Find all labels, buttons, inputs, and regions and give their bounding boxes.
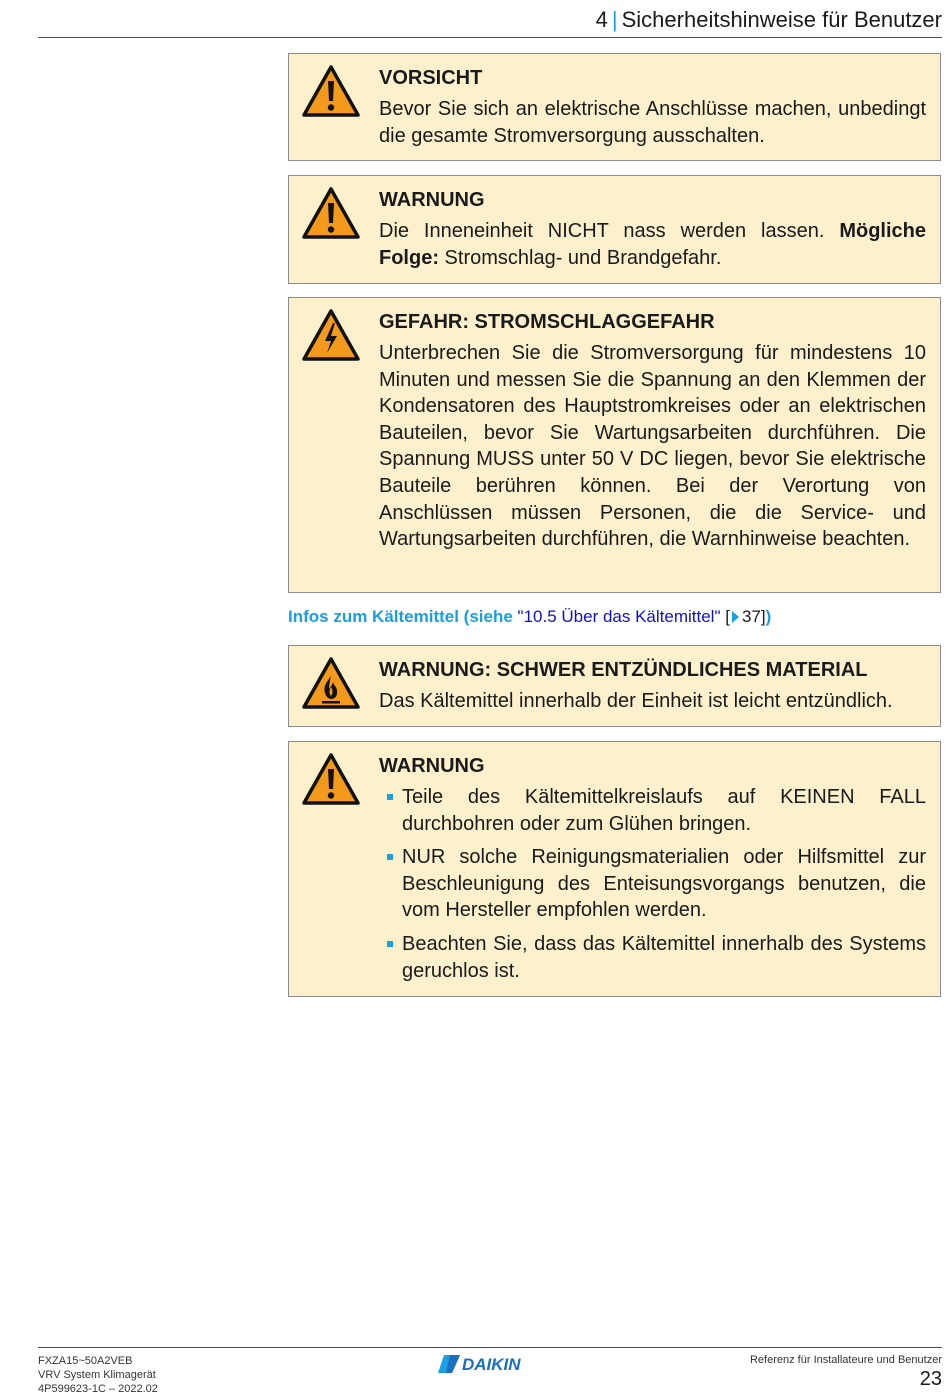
page-reference[interactable]: 37 [741, 607, 761, 626]
box-text-bold: Mögliche Folge: [379, 220, 926, 269]
footer-model: FXZA15~50A2VEB [38, 1355, 133, 1367]
warning-box [288, 175, 941, 284]
list-item-text: Teile des Kältemittelkreislaufs auf KEINEN FALL durchbohren oder zum Glühen bringen. [402, 786, 926, 835]
page-header [38, 0, 942, 38]
electric-shock-icon [301, 308, 361, 362]
list-item [379, 844, 926, 924]
chapter-separator: | [611, 7, 618, 32]
flammable-warning-box [288, 645, 941, 727]
footer-divider [38, 1347, 942, 1348]
ref-open: [ [720, 607, 730, 626]
page-arrow-icon [732, 611, 739, 623]
footer-product-info [38, 1354, 158, 1396]
box-text: Das Kältemittel innerhalb der Einheit ist leicht entzündlich. [379, 690, 893, 712]
footer-doc-code: 4P599623-1C – 2022.02 [38, 1383, 158, 1395]
info-suffix: ) [765, 607, 772, 626]
bullet-icon [387, 941, 393, 947]
footer-reference: Referenz für Installateure und Benutzer [749, 1354, 942, 1366]
daikin-logo [438, 1353, 542, 1375]
bullet-icon [387, 794, 393, 800]
list-item [379, 931, 926, 984]
chapter-title-text: Sicherheitshinweise für Benutzer [621, 7, 942, 32]
list-item-text: Beachten Sie, dass das Kältemittel innerhalb des Systems geruchlos ist. [402, 932, 926, 982]
warning-list [379, 784, 926, 984]
box-heading: VORSICHT [379, 67, 483, 89]
box-heading: WARNUNG: SCHWER ENTZÜNDLICHES MATERIAL [379, 659, 868, 681]
box-heading: WARNUNG [379, 189, 485, 211]
box-heading: WARNUNG [379, 755, 485, 777]
refrigerant-warning-box [288, 741, 941, 997]
warning-triangle-icon [301, 186, 361, 240]
box-text: Bevor Sie sich an elektrische Anschlüsse machen, unbedingt die gesamte Stromversorgung ausschalten. [379, 98, 926, 147]
warning-triangle-icon [301, 64, 361, 118]
page-number: 23 [919, 1368, 942, 1390]
box-text [379, 218, 926, 271]
warning-triangle-icon [301, 752, 361, 806]
danger-box [288, 297, 941, 593]
section-link[interactable]: "10.5 Über das Kältemittel" [517, 607, 721, 626]
box-text-part: Stromschlag- und Brandgefahr. [439, 246, 722, 269]
chapter-title [596, 7, 942, 33]
logo-text: DAIKIN [462, 1355, 521, 1374]
ref-close: ] [760, 607, 766, 626]
caution-box [288, 53, 941, 161]
box-text-part: Die Inneneinheit NICHT nass werden lassen. [379, 220, 840, 242]
flammable-icon [301, 656, 361, 710]
refrigerant-info-reference [288, 607, 771, 627]
info-prefix: Infos zum Kältemittel (siehe [288, 607, 518, 626]
box-heading: GEFAHR: STROMSCHLAGGEFAHR [379, 311, 715, 333]
bullet-icon [387, 854, 393, 860]
list-item [379, 784, 926, 837]
footer-product: VRV System Klimagerät [38, 1369, 156, 1381]
box-text: Unterbrechen Sie die Stromversorgung für mindestens 10 Minuten und messen Sie die Spannung an den Klemmen der Kondensatoren des Hauptstromkreises oder an elektrischen Bauteilen, bevor Sie Wartungsarbeiten durchführen. Die Spannung MUSS unter 50 V DC liegen, bevor Sie elektrische Bauteile berühren können. Bei der Verortung von Anschlüssen müssen Personen, die die Service- und Wartungsarbeiten durchführen, die Warnhinweise beachten. [379, 342, 926, 551]
chapter-number: 4 [595, 7, 608, 32]
list-item-text: NUR solche Reinigungsmaterialien oder Hilfsmittel zur Beschleunigung des Enteisungsvorgangs benutzen, die vom Hersteller empfohlen werden. [402, 846, 926, 922]
